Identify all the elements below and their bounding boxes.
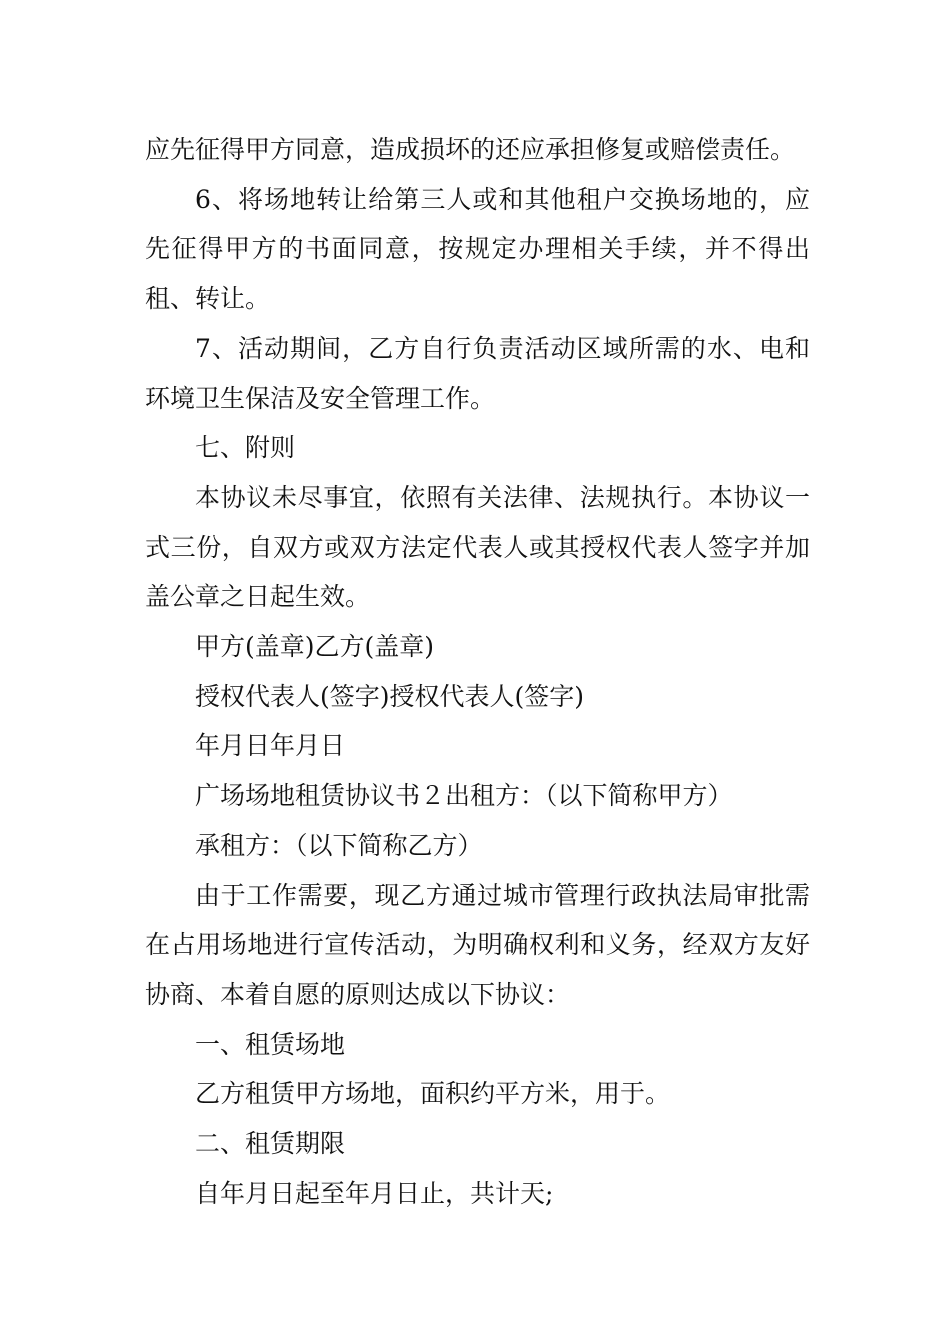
paragraph-clause-7: 7、活动期间，乙方自行负责活动区域所需的水、电和环境卫生保洁及安全管理工作。 xyxy=(145,333,810,413)
document-body xyxy=(145,125,810,1218)
paragraph-continuation: 应先征得甲方同意，造成损坏的还应承担修复或赔偿责任。 xyxy=(145,135,796,164)
signature-seal-line: 甲方(盖章)乙方(盖章) xyxy=(195,632,435,662)
section-heading-leased-site: 一、租赁场地 xyxy=(195,1029,346,1059)
section-heading-lease-term: 二、租赁期限 xyxy=(195,1129,346,1159)
paragraph-lease-term: 自年月日起至年月日止，共计天; xyxy=(195,1178,554,1208)
signature-representative-line: 授权代表人(签字)授权代表人(签字) xyxy=(195,681,585,711)
paragraph-clause-6: 6、将场地转让给第三人或和其他租户交换场地的，应先征得甲方的书面同意，按规定办理相关手续，并不得出租、转让。 xyxy=(145,184,810,314)
signature-date-line: 年月日年月日 xyxy=(195,731,346,761)
lessee-line: 承租方：（以下简称乙方） xyxy=(195,830,483,860)
section-heading-appendix: 七、附则 xyxy=(195,433,296,463)
paragraph-appendix: 本协议未尽事宜，依照有关法律、法规执行。本协议一式三份，自双方或双方法定代表人或其授权代表人签字并加盖公章之日起生效。 xyxy=(145,482,810,612)
paragraph-leased-site: 乙方租赁甲方场地，面积约平方米，用于。 xyxy=(195,1079,671,1109)
second-agreement-title-lessor: 广场场地租赁协议书２出租方：（以下简称甲方） xyxy=(195,781,733,811)
paragraph-preamble: 由于工作需要，现乙方通过城市管理行政执法局审批需在占用场地进行宣传活动，为明确权利和义务，经双方友好协商、本着自愿的原则达成以下协议： xyxy=(145,880,810,1009)
